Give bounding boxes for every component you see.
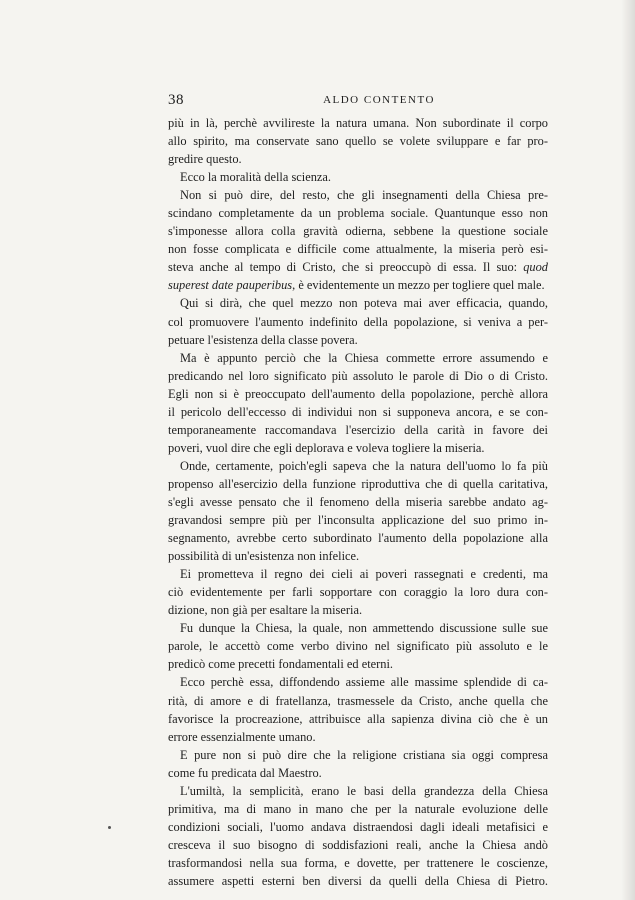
text-line: Ma è appunto perciò che la Chiesa commette errore assumendo e <box>180 350 548 365</box>
text-line: superest date pauperibus, è evidentemente un mezzo per togliere quel male. <box>168 278 545 293</box>
text-line: L'umiltà, la semplicità, erano le basi della grandezza della Chiesa <box>180 783 548 798</box>
text-line: s'imponesse allora colla gravità odierna, sebbene la questione sociale <box>168 224 548 239</box>
text-line: steva anche al tempo di Cristo, che si preoccupò di essa. Il suo: quod <box>168 260 548 275</box>
text-line: poveri, vuol dire che egli deplorava e voleva togliere la miseria. <box>168 440 485 455</box>
text-line: Onde, certamente, poich'egli sapeva che la natura dell'uomo lo fa più <box>180 458 548 473</box>
text-line: Fu dunque la Chiesa, la quale, non ammettendo discussione sulle sue <box>180 621 548 636</box>
text-line: non fosse complicata e difficile come attualmente, la miseria però esi- <box>168 242 548 257</box>
page-edge-shadow <box>621 0 635 900</box>
text-line: petuare l'esistenza della classe povera. <box>168 332 358 347</box>
text-line: rità, di amore e di fratellanza, trasmessele da Cristo, anche quella che <box>168 693 548 708</box>
text-line: dizione, non già per esaltare la miseria. <box>168 603 363 618</box>
text-line: Ei prometteva il regno dei cieli ai poveri rassegnati e credenti, ma <box>180 567 548 582</box>
text-line: primitiva, ma di mano in mano che per la naturale evoluzione delle <box>168 801 548 816</box>
text-line: favorisce la procreazione, attribuisce alla sapienza divina ciò che è un <box>168 711 548 726</box>
text-line: segnamento, avrebbe certo subordinato l'aumento della popolazione alla <box>168 531 548 546</box>
page-header <box>168 92 548 110</box>
text-line: gredire questo. <box>168 152 242 167</box>
paper-speck <box>108 826 111 829</box>
text-line: possibilità di un'esistenza non infelice. <box>168 549 360 564</box>
text-line: predicò come precetti fondamentali ed eterni. <box>168 657 393 672</box>
text-line: E pure non si può dire che la religione cristiana sia oggi compresa <box>180 747 548 762</box>
text-line: propenso all'esercizio della funzione riproduttiva che di quella caritativa, <box>168 476 548 491</box>
text-line: scindano completamente da un problema sociale. Quantunque esso non <box>168 206 548 221</box>
text-line: assumere aspetti esterni ben diversi da quelli della Chiesa di Pietro. <box>168 873 548 888</box>
text-line: cresceva il suo bisogno di soddisfazioni reali, anche la Chiesa andò <box>168 837 548 852</box>
text-line: parole, le accettò come verbo divino nel significato più assoluto e le <box>168 639 548 654</box>
text-line: Ecco perchè essa, diffondendo assieme alle massime splendide di ca- <box>180 675 548 690</box>
text-line: Non si può dire, del resto, che gli insegnamenti della Chiesa pre- <box>180 188 548 203</box>
text-line: temporaneamente raccomandava l'esercizio della carità in favore dei <box>168 422 548 437</box>
text-line: trasformandosi nella sua forma, e dovette, per trattenere le coscienze, <box>168 855 548 870</box>
text-line: gravandosi sempre più per l'inconsulta applicazione del suo primo in- <box>168 513 548 528</box>
text-line: il pericolo dell'eccesso di individui non si supponeva ancora, e se con- <box>168 404 548 419</box>
text-line: col promuovere l'aumento indefinito della popolazione, si veniva a per- <box>168 314 548 329</box>
text-line: Egli non si è preoccupato dell'aumento della popolazione, perchè allora <box>168 386 548 401</box>
text-line: come fu predicata dal Maestro. <box>168 765 322 780</box>
text-line: predicando nel loro significato più assoluto le parole di Dio o di Cristo. <box>168 368 548 383</box>
running-head: ALDO CONTENTO <box>323 94 435 106</box>
page-number: 38 <box>168 92 184 108</box>
text-line: s'egli avesse pensato che il fenomeno della miseria sarebbe andato ag- <box>168 494 548 509</box>
text-line: condizioni sociali, l'uomo andava distraendosi dagli ideali metafisici e <box>168 819 548 834</box>
text-line: allo spirito, ma conservate sano quello se volete svilupparе e far pro- <box>168 134 548 149</box>
body-text <box>168 114 548 890</box>
text-line: Ecco la moralità della scienza. <box>180 170 332 185</box>
text-line: ciò evidentemente per farli sopportare con coraggio la loro dura con- <box>168 585 548 600</box>
text-line: più in là, perchè avvilireste la natura umana. Non subordinate il corpo <box>168 116 548 130</box>
text-line: Qui si dirà, che quel mezzo non poteva mai aver efficacia, quando, <box>180 296 548 311</box>
text-line: errore essenzialmente umano. <box>168 729 316 744</box>
